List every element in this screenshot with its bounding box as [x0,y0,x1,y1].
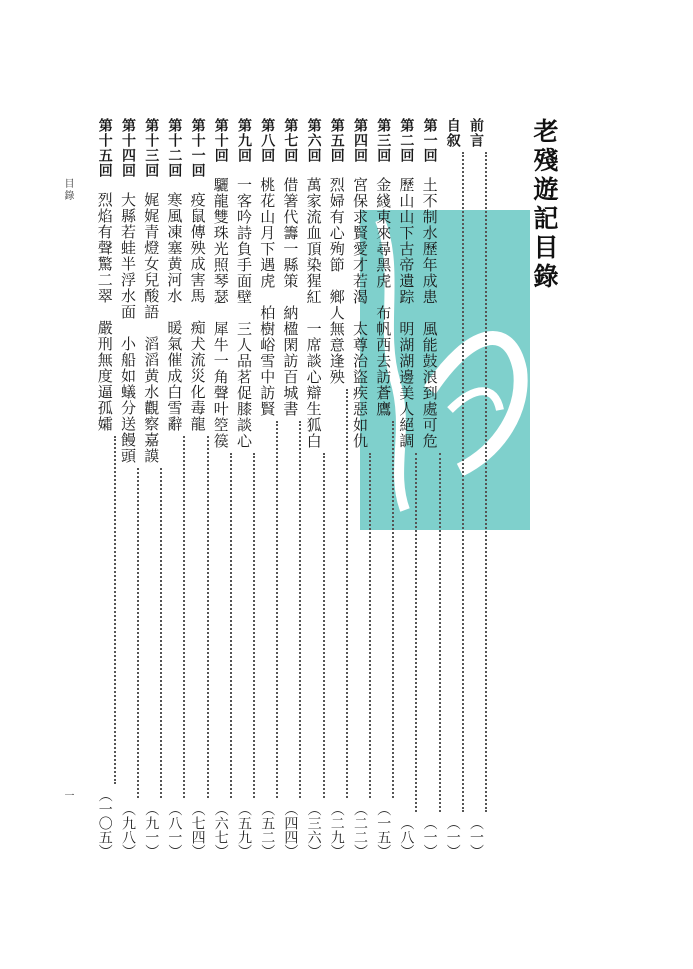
chapter-page-number: （一〇五） [96,788,113,858]
dot-leader [485,152,487,812]
chapter-title: 宮保求賢愛才若渴 太尊治盜疾惡如仇 [351,177,369,449]
dot-leader [415,453,417,812]
toc-entry[interactable] [140,118,162,858]
chapter-label: 第十四回 [120,118,136,178]
chapter-page-number: （一五） [375,802,392,858]
toc-entry[interactable] [233,118,255,858]
chapter-label: 第六回 [305,118,322,163]
chapter-page-number: （六七） [212,802,229,858]
dot-leader [230,453,232,798]
chapter-page-number: （一） [421,816,438,858]
dot-leader [276,421,278,798]
chapter-label: 第十三回 [143,118,160,178]
dot-leader [462,152,464,812]
toc-entry[interactable] [372,118,394,858]
chapter-title: 歷山山下古帝遺踪 明湖湖邊美人絕調 [397,177,416,449]
toc-entry[interactable] [117,118,139,858]
toc-entry[interactable] [163,118,185,858]
toc-entry[interactable] [419,118,441,858]
toc-entry[interactable] [94,118,116,858]
chapter-page-number: （二二） [352,802,368,858]
chapter-label: 前言 [468,118,484,148]
chapter-title: 金綫東來尋黑虎 布帆西去訪蒼鷹 [374,177,393,417]
chapter-label: 第五回 [328,118,345,163]
dot-leader [346,389,348,798]
chapter-page-number: （九一） [143,802,160,858]
dot-leader [369,453,371,798]
running-header: 目錄 [62,178,73,202]
chapter-label: 第一回 [421,118,438,163]
chapter-title: 驪龍雙珠光照琴瑟 犀牛一角聲叶箜篌 [211,177,230,449]
chapter-page-number: （八） [398,816,415,858]
chapter-page-number: （五九） [236,802,252,858]
chapter-label: 第十一回 [189,118,206,178]
chapter-page-number: （二九） [328,802,345,858]
chapter-label: 第十回 [212,118,229,163]
chapter-page-number: （九八） [120,802,136,858]
chapter-title: 烈婦有心殉節 鄉人無意逢殃 [327,177,346,385]
page-number: 一 [62,790,73,800]
chapter-page-number: （七四） [189,802,206,858]
chapter-page-number: （五二） [259,802,276,858]
chapter-page-number: （一） [444,816,461,858]
toc-entry[interactable] [210,118,232,858]
dot-leader [137,468,139,798]
chapter-page-number: （八一） [166,802,183,858]
chapter-label: 第四回 [352,118,368,163]
chapter-page-number: （一） [468,816,484,858]
chapter-page-number: （四四） [282,802,299,858]
chapter-label: 第十二回 [166,118,183,178]
page-title: 老殘遊記目錄 [530,118,559,292]
chapter-title: 借箸代籌一縣策 納楹閑訪百城書 [281,177,300,417]
toc-entry[interactable] [442,118,464,858]
toc-entry[interactable] [465,118,487,858]
dot-leader [207,436,209,798]
chapter-label: 第八回 [259,118,276,163]
dot-leader [160,468,162,798]
chapter-title: 大縣若蛙半浮水面 小船如蟻分送饅頭 [119,192,137,464]
chapter-label: 第三回 [375,118,392,163]
chapter-title: 桃花山月下遇虎 柏樹峪雪中訪賢 [258,177,277,417]
chapter-title: 土不制水歷年成患 風能鼓浪到處可危 [420,177,439,449]
chapter-title: 一客吟詩負手面壁 三人品茗促膝談心 [235,177,253,449]
dot-leader [439,453,441,812]
chapter-label: 第九回 [236,118,252,163]
toc-entry[interactable] [279,118,301,858]
toc-entry[interactable] [256,118,278,858]
dot-leader [323,453,325,798]
dot-leader [183,436,185,798]
toc-entry[interactable] [349,118,371,858]
chapter-title: 寒風凍塞黄河水 暖氣催成白雪辭 [165,192,184,432]
toc-entry[interactable] [187,118,209,858]
chapter-label: 第二回 [398,118,415,163]
toc-entry[interactable] [395,118,417,858]
chapter-label: 自叙 [444,118,461,148]
chapter-title: 萬家流血頂染猩紅 一席談心辯生狐白 [304,177,323,449]
toc-entry[interactable] [326,118,348,858]
dot-leader [114,436,116,784]
chapter-title: 娓娓青燈女兒酸語 滔滔黄水觀察嘉謨 [142,192,161,464]
toc-entry[interactable] [303,118,325,858]
chapter-page-number: （三六） [305,802,322,858]
dot-leader [392,421,394,798]
chapter-label: 第七回 [282,118,299,163]
chapter-title: 烈焰有聲驚二翠 嚴刑無度逼孤孀 [95,192,114,432]
chapter-title: 疫鼠傳殃成害馬 痴犬流災化毒龍 [188,192,207,432]
chapter-label: 第十五回 [96,118,113,178]
dot-leader [253,453,255,798]
dot-leader [299,421,301,798]
